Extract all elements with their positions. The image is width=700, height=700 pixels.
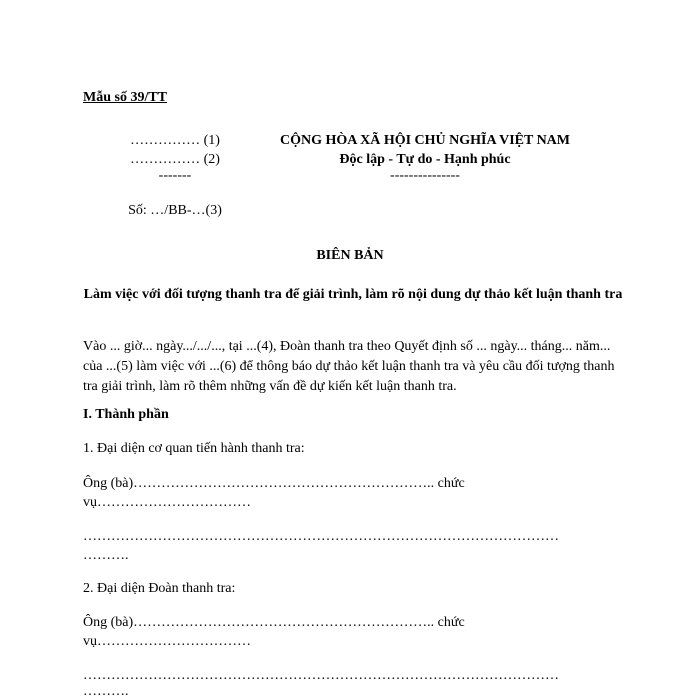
item-1-label: 1. Đại diện cơ quan tiến hành thanh tra: [83, 441, 305, 456]
form-number: Mẫu số 39/TT [83, 90, 168, 105]
document-subtitle: Làm việc với đối tượng thanh tra để giải trình, làm rõ nội dung dự thảo kết luận thanh tra [83, 287, 623, 302]
national-motto: Độc lập - Tự do - Hạnh phúc [339, 152, 511, 167]
intro-paragraph: Vào ... giờ... ngày.../.../..., tại ...(4), Đoàn thanh tra theo Quyết định số ... ngày... tháng... năm... của ...(5) làm việc với ...(6) để thông báo dự thảo kết luận thanh tra và yêu cầu đối tượng thanh tra giải trình, làm rõ thêm những vấn đề dự kiến kết luận thanh tra. [83, 339, 615, 394]
section-heading-composition: I. Thành phần [83, 407, 169, 422]
item-2-label: 2. Đại diện Đoàn thanh tra: [83, 581, 236, 596]
national-header [250, 131, 600, 187]
item-1-position-line: vụ…………………………… [83, 495, 251, 510]
document-title: BIÊN BẢN [316, 248, 384, 263]
item-2-name-line: Ông (bà)……………………………………………………….. chức [83, 615, 465, 630]
agency-line-1: …………… (1) [130, 133, 220, 148]
item-2-position-line: vụ…………………………… [83, 634, 251, 649]
item-2-dots-tail: ………. [83, 684, 129, 699]
item-1-dots-tail: ………. [83, 548, 129, 563]
item-1-dots-line: ………………………………………………………………………………………… [83, 529, 559, 544]
item-1-name-line: Ông (bà)……………………………………………………….. chức [83, 476, 465, 491]
document-number: Số: …/BB-…(3) [128, 203, 222, 218]
agency-separator: ------- [158, 168, 192, 183]
item-2-dots-line: ………………………………………………………………………………………… [83, 668, 559, 683]
agency-line-2: …………… (2) [130, 152, 220, 167]
country-name: CỘNG HÒA XÃ HỘI CHỦ NGHĨA VIỆT NAM [279, 133, 570, 148]
agency-block [100, 131, 250, 219]
motto-separator: --------------- [390, 168, 460, 183]
